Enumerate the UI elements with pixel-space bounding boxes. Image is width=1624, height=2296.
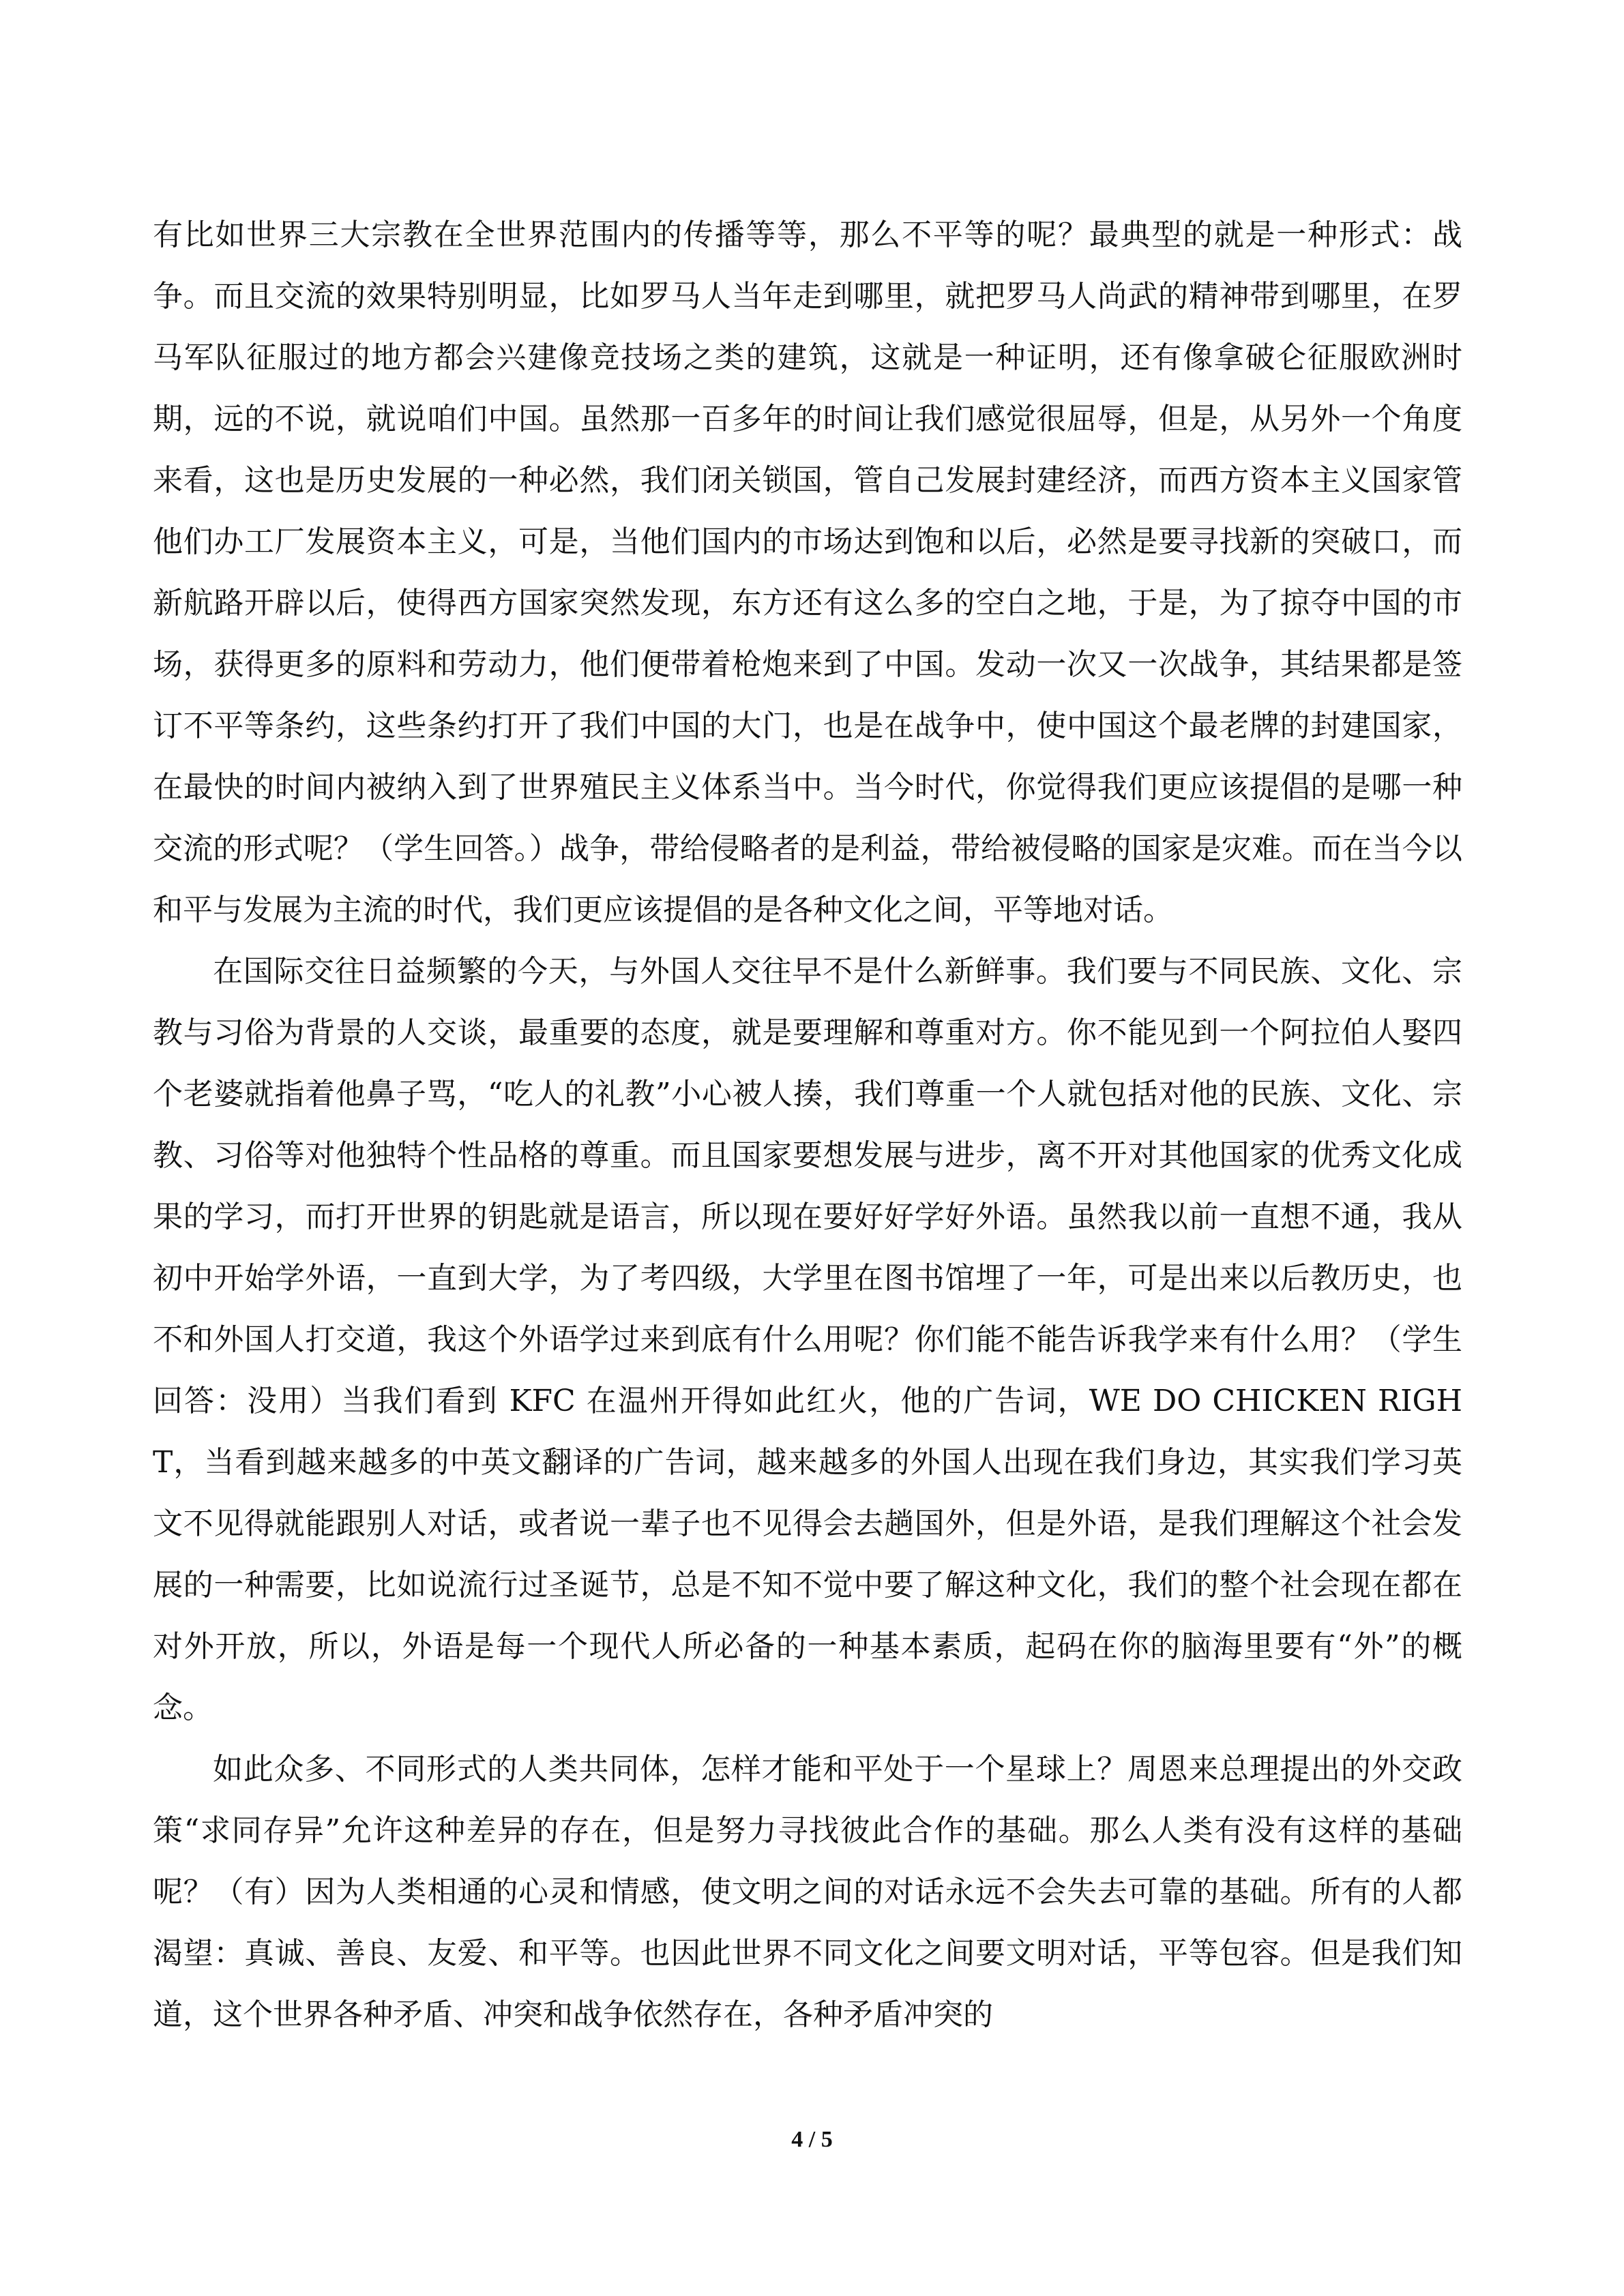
paragraph-1: 有比如世界三大宗教在全世界范围内的传播等等，那么不平等的呢？最典型的就是一种形式：战争。而且交流的效果特别明显，比如罗马人当年走到哪里，就把罗马人尚武的精神带到哪里，在罗马军队征服过的地方都会兴建像竞技场之类的建筑，这就是一种证明，还有像拿破仑征服欧洲时期，远的不说，就说咱们中国。虽然那一百多年的时间让我们感觉很屈辱，但是，从另外一个角度来看，这也是历史发展的一种必然，我们闭关锁国，管自己发展封建经济，而西方资本主义国家管他们办工厂发展资本主义，可是，当他们国内的市场达到饱和以后，必然是要寻找新的突破口，而新航路开辟以后，使得西方国家突然发现，东方还有这么多的空白之地，于是，为了掠夺中国的市场，获得更多的原料和劳动力，他们便带着枪炮来到了中国。发动一次又一次战争，其结果都是签订不平等条约，这些条约打开了我们中国的大门，也是在战争中，使中国这个最老牌的封建国家，在最快的时间内被纳入到了世界殖民主义体系当中。当今时代，你觉得我们更应该提倡的是哪一种交流的形式呢？（学生回答。）战争，带给侵略者的是利益，带给被侵略的国家是灾难。而在当今以和平与发展为主流的时代，我们更应该提倡的是各种文化之间，平等地对话。 (153, 218, 1462, 927)
paragraph-3: 如此众多、不同形式的人类共同体，怎样才能和平处于一个星球上？周恩来总理提出的外交政策“求同存异”允许这种差异的存在，但是努力寻找彼此合作的基础。那么人类有没有这样的基础呢？（有）因为人类相通的心灵和情感，使文明之间的对话永远不会失去可靠的基础。所有的人都渴望：真诚、善良、友爱、和平等。也因此世界不同文化之间要文明对话，平等包容。但是我们知道，这个世界各种矛盾、冲突和战争依然存在，各种矛盾冲突的 (153, 1752, 1462, 2032)
paragraph-2: 在国际交往日益频繁的今天，与外国人交往早不是什么新鲜事。我们要与不同民族、文化、宗教与习俗为背景的人交谈，最重要的态度，就是要理解和尊重对方。你不能见到一个阿拉伯人娶四个老婆就指着他鼻子骂，“吃人的礼教”小心被人揍，我们尊重一个人就包括对他的民族、文化、宗教、习俗等对他独特个性品格的尊重。而且国家要想发展与进步，离不开对其他国家的优秀文化成果的学习，而打开世界的钥匙就是语言，所以现在要好好学好外语。虽然我以前一直想不通，我从初中开始学外语，一直到大学，为了考四级，大学里在图书馆埋了一年，可是出来以后教历史，也不和外国人打交道，我这个外语学过来到底有什么用呢？你们能不能告诉我学来有什么用？（学生回答：没用）当我们看到 KFC 在温州开得如此红火，他的广告词，WE DO CHICKEN RIGHT，当看到越来越多的中英文翻译的广告词，越来越多的外国人出现在我们身边，其实我们学习英文不见得就能跟别人对话，或者说一辈子也不见得会去趟国外，但是外语，是我们理解这个社会发展的一种需要，比如说流行过圣诞节，总是不知不觉中要了解这种文化，我们的整个社会现在都在对外开放，所以，外语是每一个现代人所必备的一种基本素质，起码在你的脑海里要有“外”的概念。 (153, 954, 1463, 1725)
page-number: 4 / 5 (791, 2127, 833, 2152)
document-body (153, 205, 1462, 2046)
